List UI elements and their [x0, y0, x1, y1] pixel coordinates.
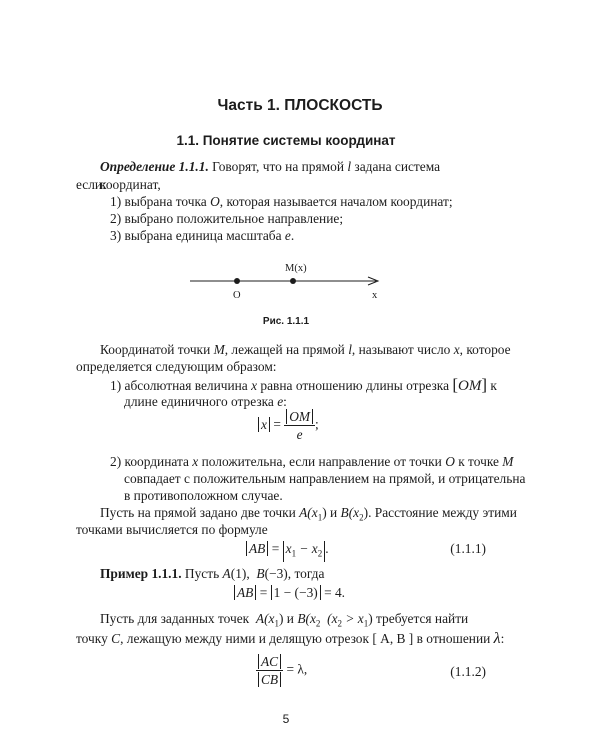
definition-line-2: если:	[76, 177, 106, 192]
example-formula: AB = 1 − (−3) = 4.	[234, 584, 345, 602]
figure-caption: Рис. 1.1.1	[262, 316, 310, 327]
page-number: 5	[282, 712, 290, 726]
distance-para-line-1: Пусть на прямой задано две точки $A(x_1)$ и $B(x_2)$. Расстояние между этими	[100, 505, 517, 523]
item-2-line-3: в противоположном случае.	[124, 488, 283, 503]
definition-label: Определение 1.1.1.	[100, 159, 209, 174]
origin-point	[234, 278, 240, 284]
example-label: Пример 1.1.1.	[100, 566, 182, 581]
ratio-para-line-1: Пусть для заданных точек $A(x_1)$ и $B(x_2$ $(x_2 > x_1)$ требуется найти	[100, 611, 469, 629]
number-line-figure	[180, 258, 390, 308]
part-title: Часть 1. ПЛОСКОСТЬ	[217, 97, 383, 114]
formula-abs-x: x = $\frac{OM}{e}$ ;	[258, 408, 319, 443]
section-title: 1.1. Понятие системы координат	[176, 133, 396, 148]
item-2-line-1: 2) координата x положительна, если направление от точки O к точке M	[110, 454, 514, 469]
item-2-line-2: совпадает с положительным направлением на прямой, и отрицательна	[124, 471, 526, 486]
coord-para-line-2: определяется следующим образом:	[76, 359, 277, 374]
book-page: Часть 1. ПЛОСКОСТЬ 1.1. Понятие системы координат Определение 1.1.1. Говорят, что на прямой l задана система координат, если: 1) выбрана точка O, которая называется началом координат; 2) выбрано положительное направление; 3) выбрана единица масштаба e. M(x) O x Рис. 1.1.1 Координатой точки M, лежащей на прямой l, называют число x, которое определяется следующим образом: 1) абсолютная величина x равна отношению длины отрезка [OM] к длине единичного отрезка e: x = $\frac{OM}{e}$ ; 2) координата x положительна, если направление от точки O к точке M совпадает с положительным направлением на прямой, и отрицательна в противоположном случае. Пусть на прямой задано две точки $A(x_1)$ и $B(x_2)$. Расстояние между этими точками вычисляется по формуле AB = $x_1 - x_2$ . (1.1.1) Пример 1.1.1. Пусть A(1), B(−3), тогда AB = 1 − (−3) = 4. Пусть для заданных точек $A(x_1)$ и $B(x_2$ $(x_2 > x_1)$ требуется найти точку C, лежащую между ними и делящую отрезок [ A, B ] в отношении λ: $\frac{AC}{CB}$ = λ, (1.1.2) 5	[0, 0, 600, 750]
item-1-line-1: 1) абсолютная величина x равна отношению длины отрезка [OM] к	[110, 375, 497, 394]
equation-number-1-1-2: (1.1.2)	[450, 664, 486, 679]
point-m-label: M(x)	[285, 263, 307, 274]
axis-label: x	[372, 290, 378, 301]
distance-para-line-2: точками вычисляется по формуле	[76, 522, 268, 537]
coord-para-line-1: Координатой точки M, лежащей на прямой l, называют число x, которое	[100, 342, 511, 357]
point-m	[290, 278, 296, 284]
definition-line-1: Определение 1.1.1. Говорят, что на прямой l задана система координат,	[100, 159, 441, 192]
definition-item-3: 3) выбрана единица масштаба e.	[110, 228, 295, 243]
definition-item-1: 1) выбрана точка O, которая называется началом координат;	[110, 194, 453, 209]
equation-number-1-1-1: (1.1.1)	[450, 541, 486, 556]
ratio-para-line-2: точку C, лежащую между ними и делящую отрезок [ A, B ] в отношении λ:	[76, 630, 505, 647]
origin-label: O	[233, 290, 241, 301]
definition-item-2: 2) выбрано положительное направление;	[110, 211, 344, 226]
example-line: Пример 1.1.1. Пусть A(1), B(−3), тогда	[100, 566, 325, 581]
item-1-line-2: длине единичного отрезка e:	[124, 394, 287, 409]
